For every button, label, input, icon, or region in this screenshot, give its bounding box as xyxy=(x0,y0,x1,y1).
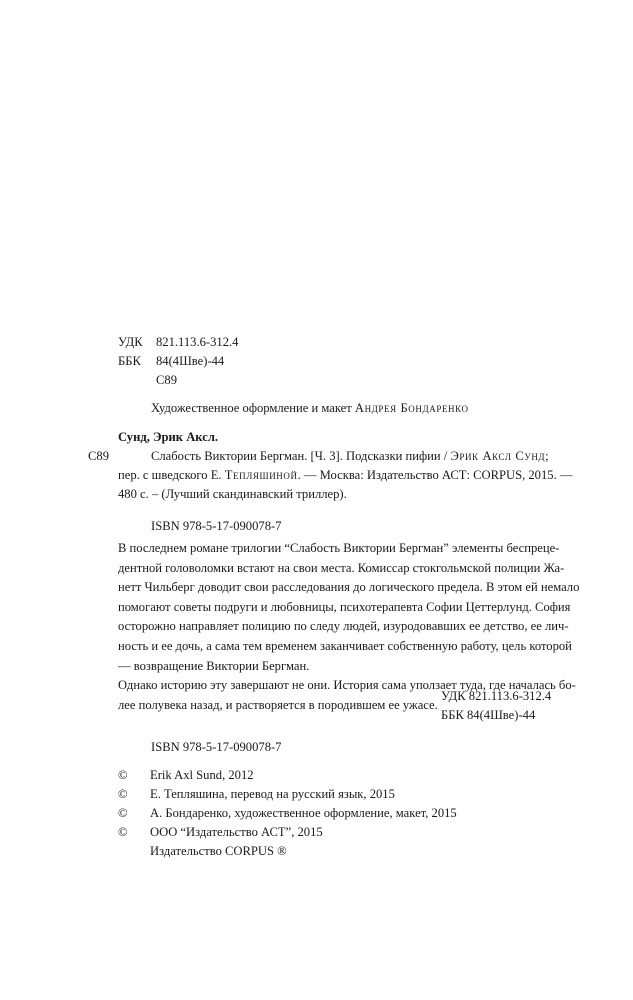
udk-label: УДК xyxy=(118,335,143,349)
bib-line-1-suffix: ; xyxy=(545,449,549,463)
bbk-value: 84(4Шве)-44 xyxy=(156,354,225,368)
design-credit-prefix: Художественное оформление и макет xyxy=(151,401,352,415)
bib-line-1 xyxy=(151,450,549,463)
annotation-line: дентной головоломки встают на свои места. Комиссар стокгольмской полиции Жа- xyxy=(118,560,565,575)
bib-title: Слабость Виктории Бергман. [Ч. 3]. Подсказки пифии / xyxy=(151,449,451,463)
copyright-row xyxy=(118,807,457,820)
copyright-text: ООО “Издательство АСТ”, 2015 xyxy=(150,825,323,839)
copyright-row xyxy=(118,826,323,839)
annotation-line: ность и ее дочь, а сама тем временем заканчивает собственную работу, цель которой xyxy=(118,638,572,653)
udk-right: УДК 821.113.6-312.4 xyxy=(441,689,552,703)
bib-translator: Тепляшиной xyxy=(224,468,298,482)
udk-value: 821.113.6-312.4 xyxy=(156,335,239,349)
copyright-icon: © xyxy=(118,787,128,801)
author-heading: Сунд, Эрик Аксл. xyxy=(118,430,219,444)
bib-publisher: . — Москва: Издательство АСТ: CORPUS, 2015. — xyxy=(297,468,573,482)
copyright-icon: © xyxy=(118,768,128,782)
design-credit-designer: Андрея Бондаренко xyxy=(354,401,469,415)
copyright-text: А. Бондаренко, художественное оформление, макет, 2015 xyxy=(150,806,457,820)
bib-author-mark: С89 xyxy=(88,449,109,463)
annotation-line: — возвращение Виктории Бергман. xyxy=(118,658,310,673)
annotation-line: нетт Чильберг доводит свои расследования до логического предела. В этом ей немало xyxy=(118,580,580,595)
copyright-text: Erik Axl Sund, 2012 xyxy=(150,768,254,782)
annotation-line: Однако историю эту завершают не они. История сама уползает туда, где началась бо- xyxy=(118,678,576,693)
copyright-text: Издательство CORPUS ® xyxy=(150,844,287,858)
bib-translation-prefix: пер. с шведского Е. xyxy=(118,468,225,482)
bbk-label: ББК xyxy=(118,354,141,368)
author-mark: С89 xyxy=(156,373,177,387)
design-credit xyxy=(151,402,469,415)
bib-author: Эрик Аксл Сунд xyxy=(450,449,546,463)
bbk-right: ББК 84(4Шве)-44 xyxy=(441,708,536,722)
annotation-line: В последнем романе трилогии “Слабость Виктории Бергман” элементы беспреце- xyxy=(118,541,560,555)
annotation-line: осторожно направляет полицию по следу людей, изуродовавших ее детство, ее лич- xyxy=(118,619,569,634)
copyright-icon: © xyxy=(118,806,128,820)
copyright-icon: © xyxy=(118,825,128,839)
isbn-top: ISBN 978-5-17-090078-7 xyxy=(151,519,282,533)
copyright-row xyxy=(118,845,287,858)
copyright-row xyxy=(118,769,254,782)
isbn-bottom: ISBN 978-5-17-090078-7 xyxy=(151,740,282,754)
annotation-line: помогают советы подруги и любовницы, психотерапевта Софии Цеттерлунд. София xyxy=(118,599,571,614)
bib-line-3: 480 с. – (Лучший скандинавский триллер). xyxy=(118,487,347,501)
annotation-line: лее полувека назад, и растворяется в породившем ее ужасе. xyxy=(118,697,438,712)
copyright-text: Е. Тепляшина, перевод на русский язык, 2015 xyxy=(150,787,395,801)
copyright-row xyxy=(118,788,395,801)
bib-line-2 xyxy=(118,469,572,482)
